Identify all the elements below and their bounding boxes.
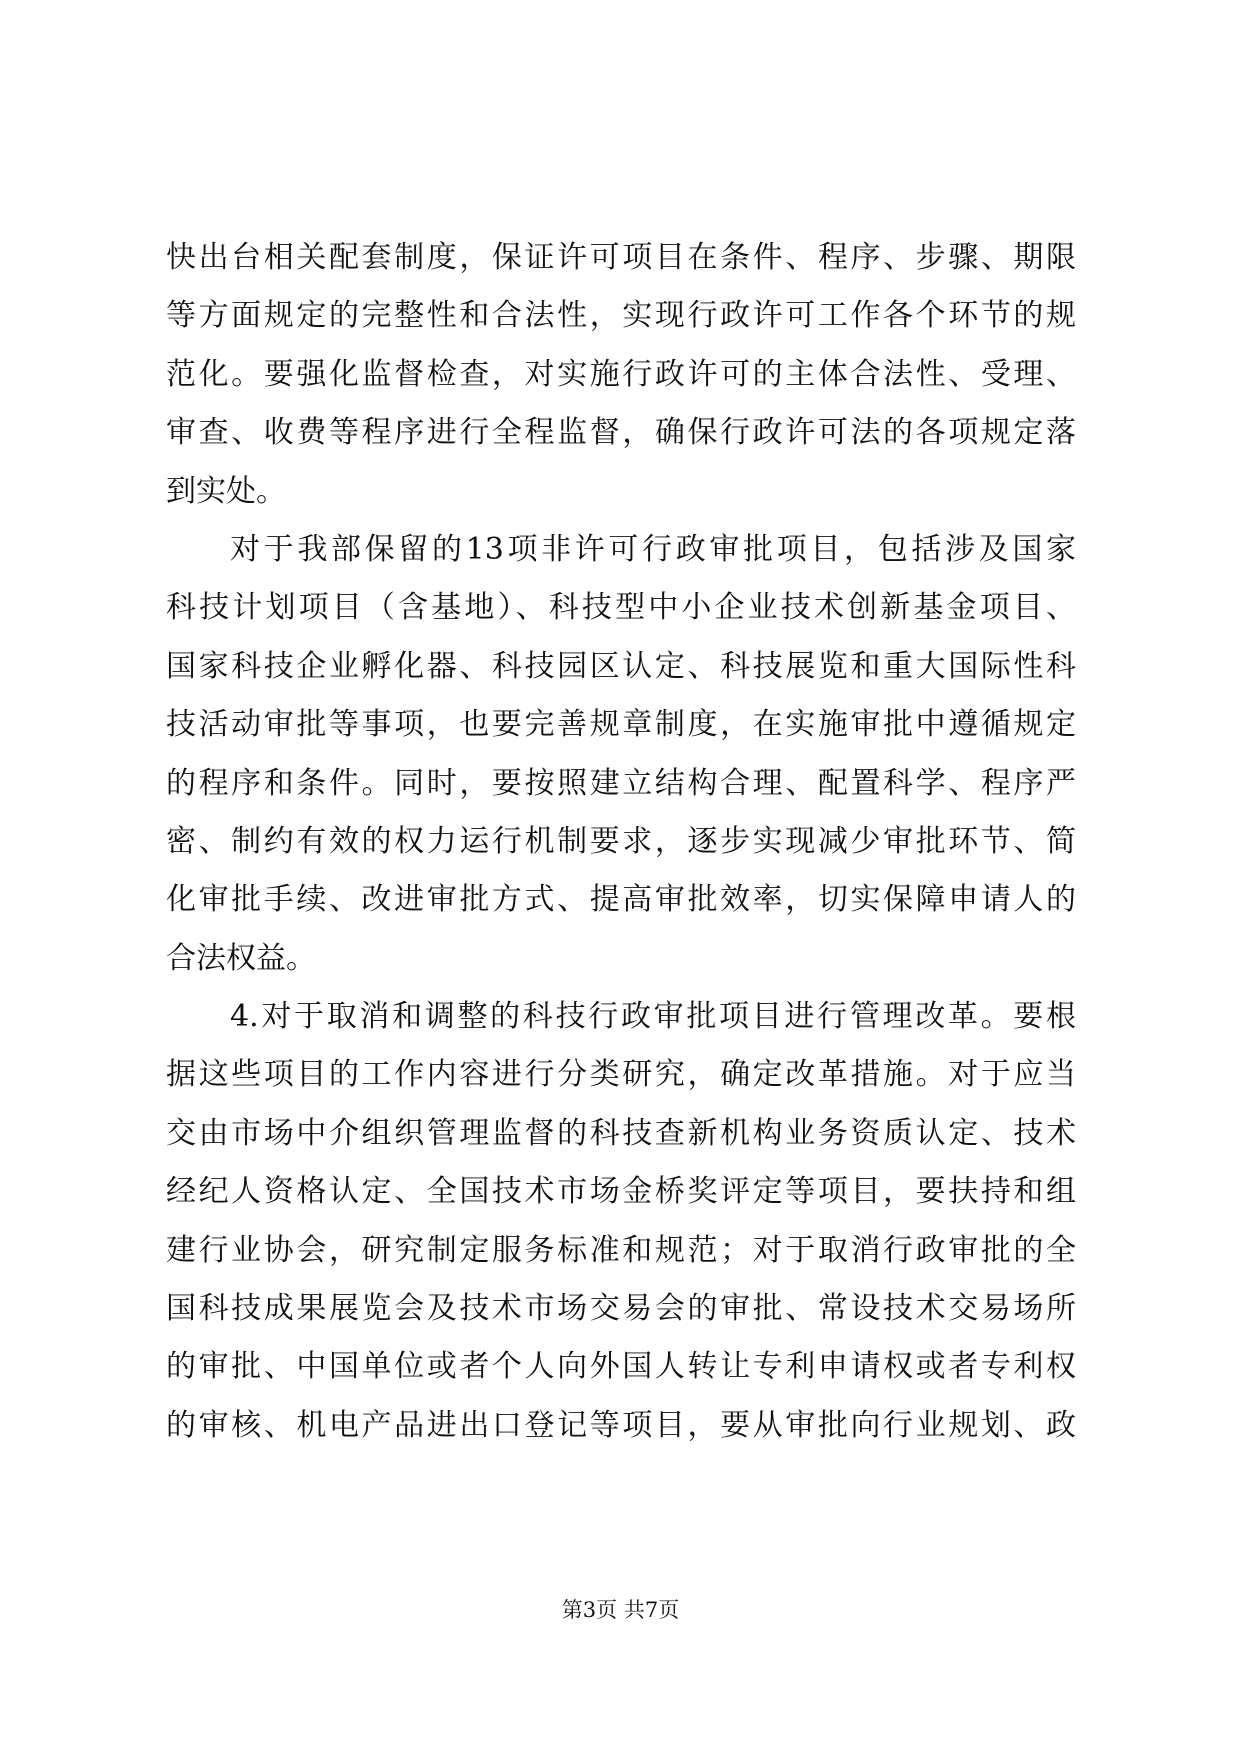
text-line: 国科技成果展览会及技术市场交易会的审批、常设技术交易场所	[166, 1291, 1076, 1327]
text-line: 合法权益。	[166, 940, 316, 976]
text-line: 审查、收费等程序进行全程监督，确保行政许可法的各项规定落	[166, 415, 1076, 451]
text-line: 技活动审批等事项，也要完善规章制度，在实施审批中遵循规定	[166, 707, 1076, 743]
text-line: 的审批、中国单位或者个人向外国人转让专利申请权或者专利权	[166, 1349, 1076, 1385]
text-line: 快出台相关配套制度，保证许可项目在条件、程序、步骤、期限	[166, 240, 1076, 275]
text-line: 4.对于取消和调整的科技行政审批项目进行管理改革。要根	[230, 999, 1076, 1035]
text-line: 经纪人资格认定、全国技术市场金桥奖评定等项目，要扶持和组	[166, 1174, 1076, 1210]
text-line: 的程序和条件。同时，要按照建立结构合理、配置科学、程序严	[166, 765, 1076, 801]
page-footer: 第3页 共7页	[561, 1598, 680, 1622]
text-line: 范化。要强化监督检查，对实施行政许可的主体合法性、受理、	[166, 356, 1076, 392]
text-line: 科技计划项目（含基地）、科技型中小企业技术创新基金项目、	[166, 590, 1076, 626]
text-line: 等方面规定的完整性和合法性，实现行政许可工作各个环节的规	[166, 298, 1076, 334]
text-line: 据这些项目的工作内容进行分类研究，确定改革措施。对于应当	[166, 1057, 1076, 1093]
body-text	[166, 229, 1076, 1455]
text-line: 到实处。	[166, 473, 286, 509]
text-line: 国家科技企业孵化器、科技园区认定、科技展览和重大国际性科	[166, 648, 1076, 684]
text-line: 的审核、机电产品进出口登记等项目，要从审批向行业规划、政	[166, 1407, 1076, 1443]
text-line: 对于我部保留的13项非许可行政审批项目，包括涉及国家	[230, 531, 1076, 567]
text-line: 密、制约有效的权力运行机制要求，逐步实现减少审批环节、简	[166, 823, 1076, 859]
text-line: 建行业协会，研究制定服务标准和规范；对于取消行政审批的全	[166, 1232, 1076, 1268]
text-line: 化审批手续、改进审批方式、提高审批效率，切实保障申请人的	[166, 882, 1076, 918]
text-line: 交由市场中介组织管理监督的科技查新机构业务资质认定、技术	[166, 1115, 1076, 1151]
